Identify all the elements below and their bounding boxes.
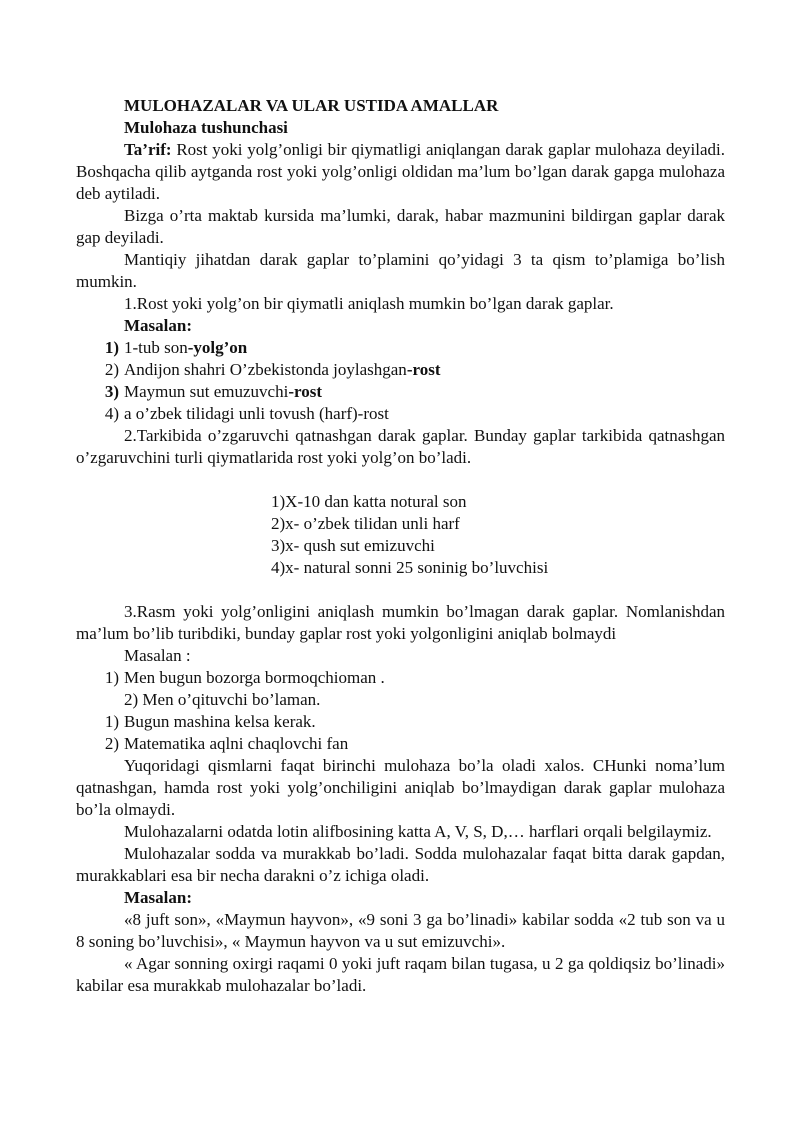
paragraph-5: Mulohazalar sodda va murakkab bo’ladi. Sodda mulohazalar faqat bitta darak gapdan, murakkablari esa bir necha darakni o’z ichiga oladi. [76,844,725,885]
list-number: 1) [104,712,119,731]
list-item [76,359,725,381]
list-item [76,667,725,689]
list-text: 1-tub son [124,338,188,357]
example-label: Masalan: [124,316,192,335]
document-page [76,95,725,997]
list-verdict: -yolg’on [187,338,248,357]
list-number: 2) [104,734,119,753]
list-item [76,733,725,755]
list-text: Men bugun bozorga bormoqchioman . [124,668,385,687]
list-item: 1)X-10 dan katta notural son [271,492,467,511]
example-label-2: Masalan : [124,646,191,665]
variable-examples [76,491,725,579]
list-item: 2)x- o’zbek tilidan unli harf [271,514,460,533]
list-number: 1) [104,668,119,687]
paragraph-6: «8 juft son», «Maymun hayvon», «9 soni 3 ga bo’linadi» kabilar sodda «2 tub son va u 8 soning bo’luvchisi», « Maymun hayvon va u sut emizuvchi». [76,910,725,951]
definition-paragraph [76,139,725,205]
list-item: 4)x- natural sonni 25 soninig bo’luvchisi [271,558,549,577]
list-text: Andijon shahri O’zbekistonda joylashgan [124,360,407,379]
paragraph-2: Mantiqiy jihatdan darak gaplar to’plamini qo’yidagi 3 ta qism to’plamiga bo’lish mumkin. [76,250,725,291]
list-item: 3)x- qush sut emizuvchi [271,536,435,555]
definition-label: Ta’rif: [124,140,172,159]
section-subtitle: Mulohaza tushunchasi [124,118,288,137]
list-verdict: -rost [406,360,441,379]
category-2: 2.Tarkibida o’zgaruvchi qatnashgan darak gaplar. Bunday gaplar tarkibida qatnashgan o’zgaruvchini turli qiymatlarida rost yoki yolg’on bo’ladi. [76,426,725,467]
category-3: 3.Rasm yoki yolg’onligini aniqlash mumkin bo’lmagan darak gaplar. Nomlanishdan ma’lum bo’lib turibdiki, bunday gaplar rost yoki yolgonligini aniqlab bolmaydi [76,602,725,643]
list-item [76,337,725,359]
list-verdict: -rost [288,382,322,401]
list-item [76,711,725,733]
list-item [76,403,725,425]
paragraph-4: Mulohazalarni odatda lotin alifbosining katta A, V, S, D,… harflari orqali belgilaymiz. [124,822,712,841]
list-text: a o’zbek tilidagi unli tovush (harf)-rost [124,404,389,423]
list-text: Matematika aqlni chaqlovchi fan [124,734,349,753]
example-label-3: Masalan: [124,888,192,907]
list-number: 1) [104,338,119,357]
list-item [76,381,725,403]
list-item: 2) Men o’qituvchi bo’laman. [124,690,321,709]
paragraph-3: Yuqoridagi qismlarni faqat birinchi mulohaza bo’la oladi xalos. CHunki noma’lum qatnashgan, hamda rost yoki yolg’onchiligini aniqlab bo’lmaydigan darak gaplar mulohaza bo’la olmaydi. [76,756,725,819]
definition-text: Rost yoki yolg’onligi bir qiymatligi aniqlangan darak gaplar mulohaza deyiladi. Boshqacha qilib aytganda rost yoki yolg’onligi oldidan ma’lum bo’lgan darak gapga mulohaza deb aytiladi. [76,140,725,203]
category-1: 1.Rost yoki yolg’on bir qiymatli aniqlash mumkin bo’lgan darak gaplar. [124,294,614,313]
list-number: 2) [104,360,119,379]
paragraph-7: « Agar sonning oxirgi raqami 0 yoki juft raqam bilan tugasa, u 2 ga qoldiqsiz bo’linadi» kabilar esa murakkab mulohazalar bo’ladi. [76,954,725,995]
list-text: Maymun sut emuzuvchi [124,382,289,401]
list-text: Bugun mashina kelsa kerak. [124,712,316,731]
list-number: 4) [104,404,119,423]
document-title: MULOHAZALAR VA ULAR USTIDA AMALLAR [124,96,499,115]
paragraph-1: Bizga o’rta maktab kursida ma’lumki, darak, habar mazmunini bildirgan gaplar darak gap deyiladi. [76,206,725,247]
list-number: 3) [104,382,119,401]
